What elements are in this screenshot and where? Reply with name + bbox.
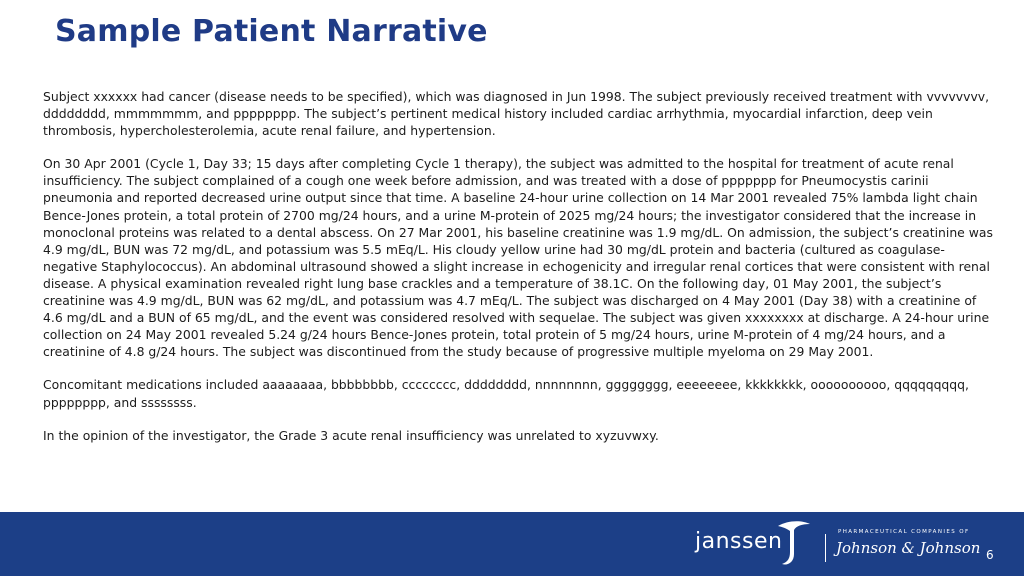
- logo-divider: [825, 534, 826, 562]
- janssen-swoosh-icon: [774, 518, 814, 568]
- pharma-label: PHARMACEUTICAL COMPANIES OF: [838, 529, 970, 535]
- narrative-body: [43, 88, 993, 460]
- page-number: 6: [986, 548, 994, 562]
- paragraph-history: Subject xxxxxx had cancer (disease needs to be specified), which was diagnosed in Jun 1998. The subject previously received treatment with vvvvvvvv, dddddddd, mmmmmmm, and pppppppp. The subject’s pertinent medical history included cardiac arrhythmia, myocardial infarction, deep vein thrombosis, hypercholesterolemia, acute renal failure, and hypertension.: [43, 89, 990, 139]
- slide-title: Sample Patient Narrative: [55, 14, 488, 49]
- paragraph-opinion: In the opinion of the investigator, the Grade 3 acute renal insufficiency was unrelated to xyzuvwxy.: [43, 427, 659, 443]
- footer-bar: [0, 512, 1024, 576]
- johnson-johnson-logo: Johnson & Johnson: [836, 539, 981, 557]
- paragraph-event: On 30 Apr 2001 (Cycle 1, Day 33; 15 days after completing Cycle 1 therapy), the subject was admitted to the hospital for treatment of acute renal insufficiency. The subject complained of a cough one week before admission, and was treated with a dose of ppppppp for Pneumocystis carinii pneumonia and reported decreased urine output since that time. A baseline 24-hour urine collection on 14 Mar 2001 revealed 75% lambda light chain Bence-Jones protein, a total protein of 2700 mg/24 hours, and a urine M-protein of 2025 mg/24 hours; the investigator considered that the increase in monoclonal proteins was related to a dental abscess. On 27 Mar 2001, his baseline creatinine was 1.9 mg/dL. On admission, the subject’s creatinine was 4.9 mg/dL, BUN was 72 mg/dL, and potassium was 5.5 mEq/L. His cloudy yellow urine had 30 mg/dL protein and bacteria (cultured as coagulase-negative Staphylococcus). An abdominal ultrasound showed a slight increase in echogenicity and irregular renal cortices that were consistent with renal disease. A physical examination revealed right lung base crackles and a temperature of 38.1C. On the following day, 01 May 2001, the subject’s creatinine was 4.9 mg/dL, BUN was 62 mg/dL, and potassium was 4.7 mEq/L. The subject was discharged on 4 May 2001 (Day 38) with a creatinine of 4.6 mg/dL and a BUN of 65 mg/dL, and the event was considered resolved with sequelae. The subject was given xxxxxxxx at discharge. A 24-hour urine collection on 24 May 2001 revealed 5.24 g/24 hours Bence-Jones protein, total protein of 5 mg/24 hours, urine M-protein of 4 mg/24 hours, and a creatinine of 4.8 g/24 hours. The subject was discontinued from the study because of progressive multiple myeloma on 29 May 2001.: [43, 156, 993, 360]
- paragraph-medications: Concomitant medications included aaaaaaaa, bbbbbbbb, cccccccc, dddddddd, nnnnnnnn, gggggggg, eeeeeeee, kkkkkkkk, oooooooooo, qqqqqqqqq, pppppppp, and ssssssss.: [43, 377, 969, 410]
- janssen-logo: janssen: [695, 529, 783, 554]
